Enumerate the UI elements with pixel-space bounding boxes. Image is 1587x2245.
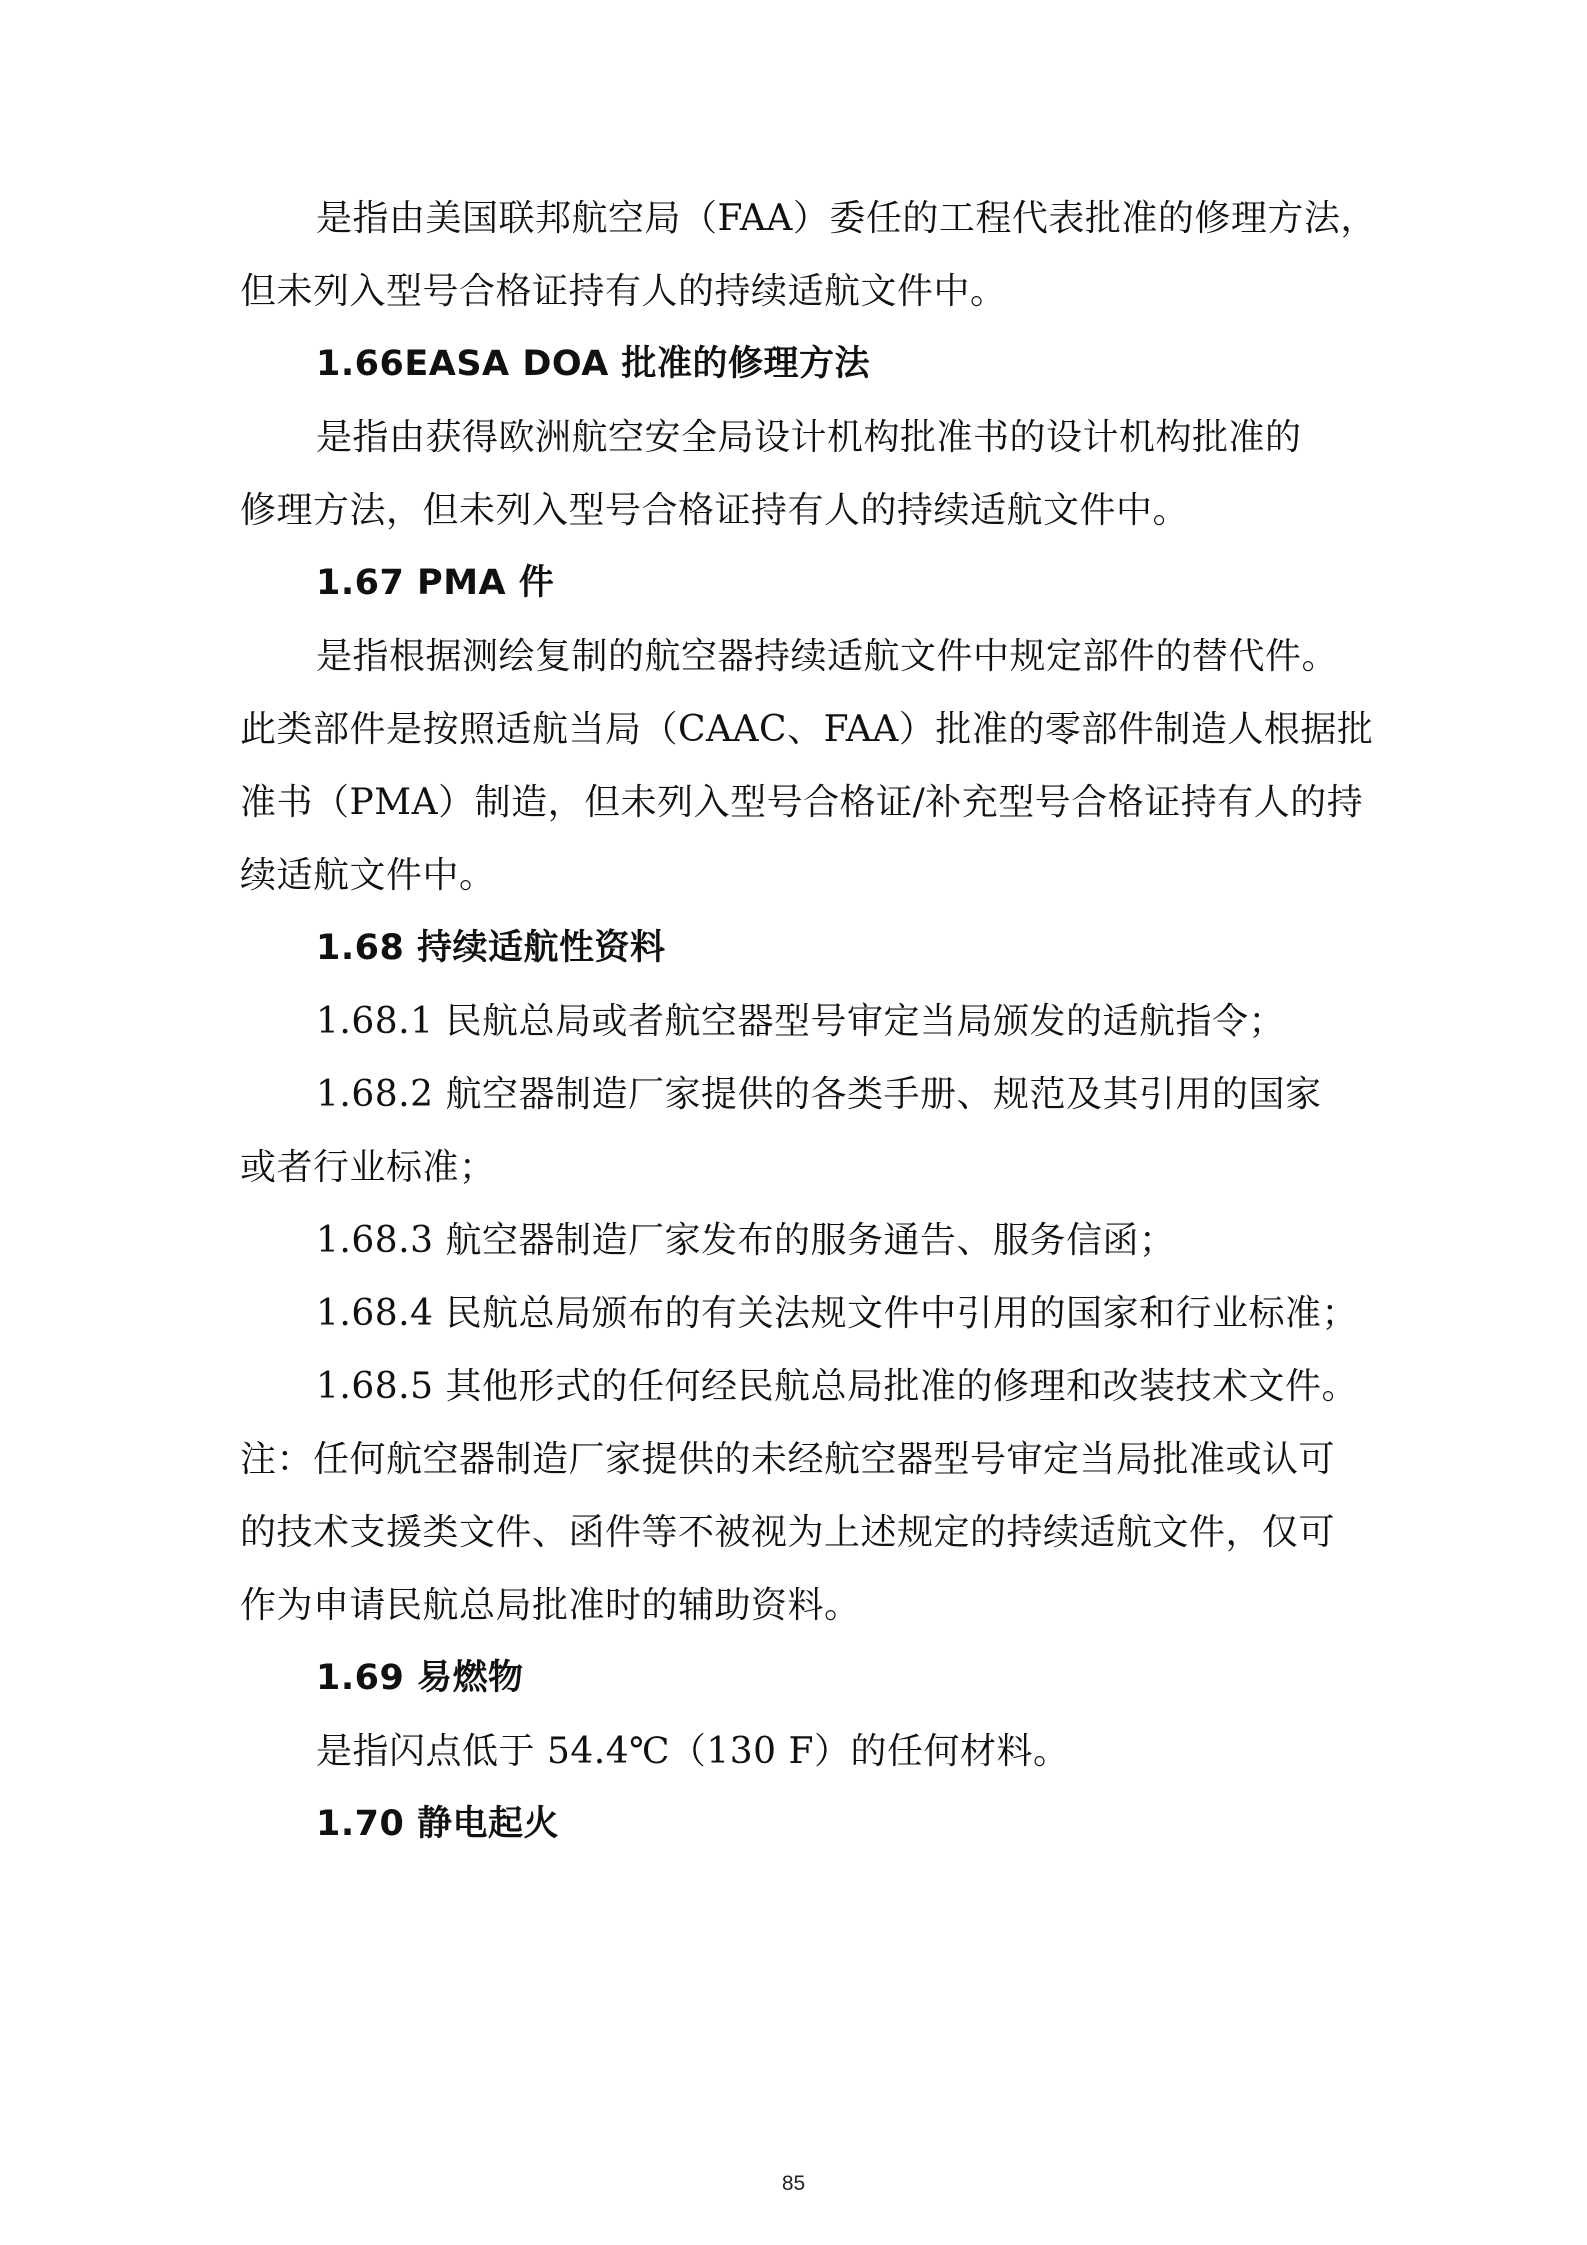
section-heading: 1.66EASA DOA 批准的修理方法 [316,344,870,384]
section-heading: 1.69 易燃物 [316,1658,524,1698]
note-line: 作为申请民航总局批准时的辅助资料。 [240,1585,861,1626]
section-heading: 1.70 静电起火 [316,1804,560,1844]
section-heading: 1.68 持续适航性资料 [316,928,666,968]
list-item: 1.68.3 航空器制造厂家发布的服务通告、服务信函； [316,1220,1176,1261]
body-line: 续适航文件中。 [240,855,496,896]
note-line: 注：任何航空器制造厂家提供的未经航空器型号审定当局批准或认可 [240,1439,1336,1480]
body-line: 是指由美国联邦航空局（FAA）委任的工程代表批准的修理方法， [316,198,1377,239]
body-line: 是指闪点低于 54.4℃（130 F）的任何材料。 [316,1731,1070,1772]
note-line: 的技术支援类文件、函件等不被视为上述规定的持续适航文件，仅可 [240,1512,1336,1553]
body-line: 是指由获得欧洲航空安全局设计机构批准书的设计机构批准的 [316,417,1302,458]
body-line: 修理方法，但未列入型号合格证持有人的持续适航文件中。 [240,490,1190,531]
list-item: 1.68.1 民航总局或者航空器型号审定当局颁发的适航指令； [316,1001,1285,1042]
body-line: 此类部件是按照适航当局（CAAC、FAA）批准的零部件制造人根据批 [240,709,1374,750]
body-line: 或者行业标准； [240,1147,496,1188]
list-item: 1.68.4 民航总局颁布的有关法规文件中引用的国家和行业标准； [316,1293,1358,1334]
section-heading: 1.67 PMA 件 [316,563,555,603]
body-line: 是指根据测绘复制的航空器持续适航文件中规定部件的替代件。 [316,636,1339,677]
body-line: 但未列入型号合格证持有人的持续适航文件中。 [240,271,1007,312]
body-line: 准书（PMA）制造，但未列入型号合格证/补充型号合格证持有人的持 [240,782,1364,823]
list-item: 1.68.2 航空器制造厂家提供的各类手册、规范及其引用的国家 [316,1074,1322,1115]
document-body [240,182,1377,1861]
list-item: 1.68.5 其他形式的任何经民航总局批准的修理和改装技术文件。 [316,1366,1358,1407]
page-number: 85 [781,2172,806,2195]
